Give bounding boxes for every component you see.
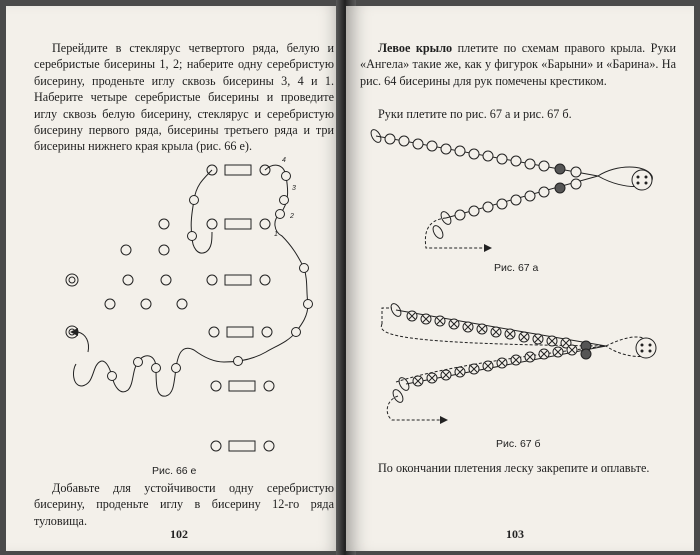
thread-bead	[134, 358, 143, 367]
bead	[141, 299, 151, 309]
bead	[66, 274, 78, 286]
bead	[123, 275, 133, 285]
bead	[260, 275, 270, 285]
end-bead	[636, 338, 656, 358]
thread-bead	[234, 357, 243, 366]
thread-bead	[108, 372, 117, 381]
arrow-head	[484, 244, 492, 252]
bead	[262, 327, 272, 337]
bugle-bead	[225, 219, 251, 229]
bugle-bead	[229, 381, 255, 391]
bead	[69, 277, 75, 283]
left-page	[6, 6, 344, 551]
bead	[211, 441, 221, 451]
thread-bead	[304, 300, 313, 309]
thread-bead	[292, 328, 301, 337]
marked-bead	[581, 349, 591, 359]
arrow-head	[440, 416, 448, 424]
thread-bead	[188, 232, 197, 241]
bead	[161, 275, 171, 285]
dashed-thread	[382, 308, 392, 324]
thread-bead	[282, 172, 291, 181]
bead	[121, 245, 131, 255]
left-paragraph-2: Добавьте для устойчивости одну серебристую бисерину, проденьте иглу в бисерину 12-го ряда туловища.	[34, 481, 334, 528]
bugle-bead	[225, 275, 251, 285]
thread-bead	[280, 196, 289, 205]
figure-66e-diagram	[6, 156, 344, 456]
left-wing-heading: Левое крыло	[378, 41, 453, 55]
bugle-bead	[227, 327, 253, 337]
left-paragraph-1: Перейдите в стеклярус четвертого ряда, белую и серебристые бисерины 1, 2; наберите одну серебристую бисерину, проденьте иглу сквозь бисерины 3, 4 и 1. Наберите четыре серебристые бисерины и проведите иглу сквозь белую бисерину, стеклярус и серебристую бисерину первого ряда, бисерины третьего ряда и три бисерины нижнего края крыла (рис. 66 е).	[34, 41, 334, 154]
figure-67b-diagram	[346, 296, 694, 426]
bead-label-2: 2	[290, 213, 294, 220]
arrow-line	[78, 332, 89, 352]
figure-67a-caption: Рис. 67 а	[494, 262, 539, 274]
bead	[177, 299, 187, 309]
page-number-right: 103	[506, 527, 524, 541]
bead	[207, 219, 217, 229]
right-paragraph-3: По окончании плетения леску закрепите и оплавьте.	[378, 461, 650, 475]
bead-label-1: 1	[274, 231, 278, 238]
thread-bead	[172, 364, 181, 373]
bead-label-3: 3	[292, 185, 296, 192]
thread-bead	[152, 364, 161, 373]
bead	[260, 219, 270, 229]
bead	[207, 275, 217, 285]
right-paragraph-1	[360, 40, 676, 89]
thread-bead	[276, 210, 285, 219]
bead	[211, 381, 221, 391]
bead	[209, 327, 219, 337]
figure-67b-caption: Рис. 67 б	[496, 438, 541, 450]
bugle-bead	[229, 441, 255, 451]
right-paragraph-1-rest: плетите по схемам правого крыла. Руки «Ангела» такие же, как у фигурок «Барыни» и «Барина». На рис. 64 бисерины для рук помечены крестиком.	[360, 41, 676, 88]
page-number-left: 102	[170, 527, 188, 541]
bead	[159, 219, 169, 229]
bead	[105, 299, 115, 309]
marked-bead	[555, 183, 565, 193]
right-paragraph-2: Руки плетите по рис. 67 а и рис. 67 б.	[378, 107, 572, 121]
bead	[264, 381, 274, 391]
figure-66e-caption: Рис. 66 е	[152, 465, 197, 477]
right-page	[346, 6, 694, 551]
marked-bead	[555, 164, 565, 174]
thread-bead	[300, 264, 309, 273]
figure-67a-diagram	[346, 124, 694, 254]
bead	[264, 441, 274, 451]
bead	[159, 245, 169, 255]
end-bead	[632, 170, 652, 190]
bead-label-4: 4	[282, 157, 286, 164]
thread-bead	[190, 196, 199, 205]
bugle-bead	[225, 165, 251, 175]
